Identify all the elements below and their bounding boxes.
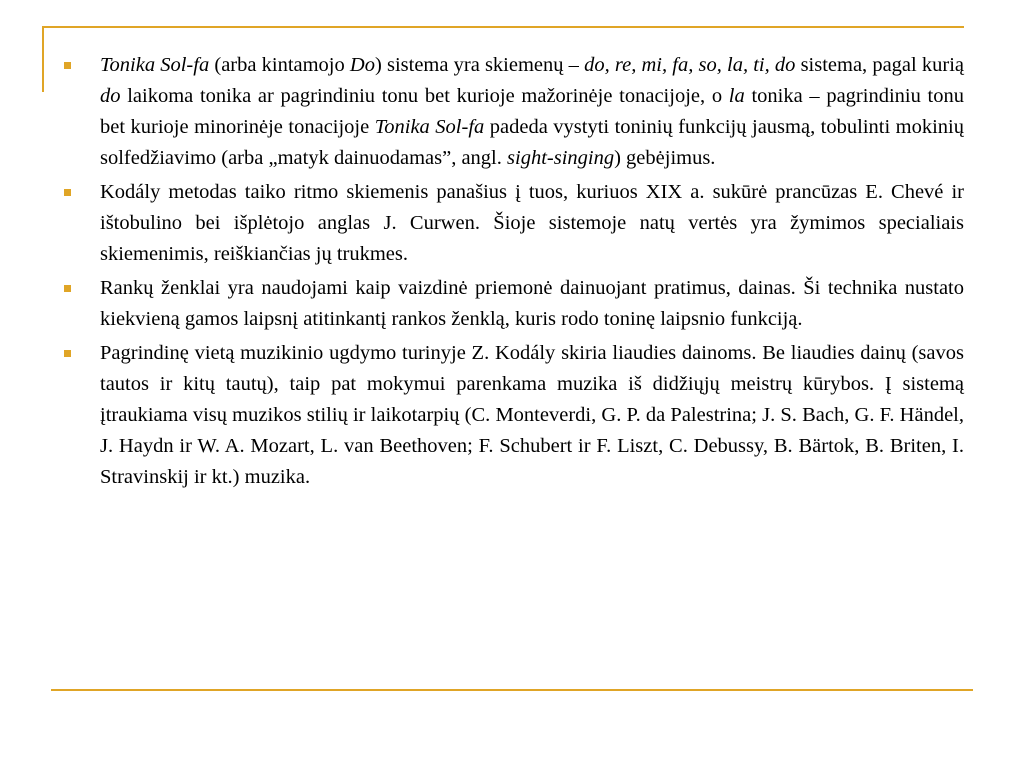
square-bullet-icon bbox=[64, 62, 71, 69]
solfege-syllables: do, re, mi, fa, so, la, ti, do bbox=[584, 54, 796, 76]
term-sight-singing: sight-singing bbox=[507, 147, 615, 169]
bottom-divider bbox=[51, 689, 973, 691]
text-run: laikoma tonika ar pagrindiniu tonu bet kurioje mažorinėje tonacijoje, o bbox=[120, 85, 729, 107]
top-divider bbox=[42, 26, 964, 28]
bullet-item-hand-signs bbox=[64, 273, 964, 335]
term-do: do bbox=[100, 85, 121, 107]
bullet-item-rhythm-syllables bbox=[64, 177, 964, 270]
text-run: Kodály metodas taiko ritmo skiemenis panašius į tuos, kuriuos XIX a. sukūrė prancūzas E. Chevé ir ištobulino bei išplėtojo anglas J. Curwen. Šioje sistemoje natų vertės yra žymimos specialiais skiemenimis, reiškiančias jų trukmes. bbox=[100, 181, 964, 265]
square-bullet-icon bbox=[64, 285, 71, 292]
term-tonika-sol-fa: Tonika Sol-fa bbox=[100, 54, 210, 76]
term-tonika-sol-fa: Tonika Sol-fa bbox=[374, 116, 485, 138]
bullet-list bbox=[64, 50, 964, 496]
text-run: sistema, pagal kurią bbox=[795, 54, 965, 76]
text-run: ) sistema yra skiemenų – bbox=[374, 54, 585, 76]
square-bullet-icon bbox=[64, 189, 71, 196]
bullet-item-folk-songs bbox=[64, 338, 964, 493]
bullet-item-tonika-sol-fa bbox=[64, 50, 964, 174]
text-run: (arba kintamojo bbox=[209, 54, 350, 76]
term-do: Do bbox=[349, 54, 375, 76]
term-la: la bbox=[728, 85, 745, 107]
text-run: padeda vystyti toninių funkcijų jausmą, tobulinti mokinių solfedžiavimo (arba „matyk dainuodamas”, angl. bbox=[100, 116, 964, 169]
square-bullet-icon bbox=[64, 350, 71, 357]
text-run: Pagrindinę vietą muzikinio ugdymo turinyje Z. Kodály skiria liaudies dainoms. Be liaudies dainų (savos tautos ir kitų tautų), taip pat mokymui parenkama muzika iš didžiųjų meistrų kūrybos. Į sistemą įtraukiama visų muzikos stilių ir laikotarpių (C. Monteverdi, G. P. da Palestrina; J. S. Bach, G. F. Händel, J. Haydn ir W. A. Mozart, L. van Beethoven; F. Schubert ir F. Liszt, C. Debussy, B. Bärtok, B. Briten, I. Stravinskij ir kt.) muzika. bbox=[100, 342, 964, 488]
text-run: ) gebėjimus. bbox=[614, 147, 716, 169]
left-accent-bar bbox=[42, 26, 44, 92]
text-run: Rankų ženklai yra naudojami kaip vaizdinė priemonė dainuojant pratimus, dainas. Ši technika nustato kiekvieną gamos laipsnį atitinkantį rankos ženklą, kuris rodo toninę laipsnio funkciją. bbox=[100, 277, 964, 330]
text-run: tonika – pagrindiniu tonu bet kurioje minorinėje tonacijoje bbox=[100, 85, 964, 138]
